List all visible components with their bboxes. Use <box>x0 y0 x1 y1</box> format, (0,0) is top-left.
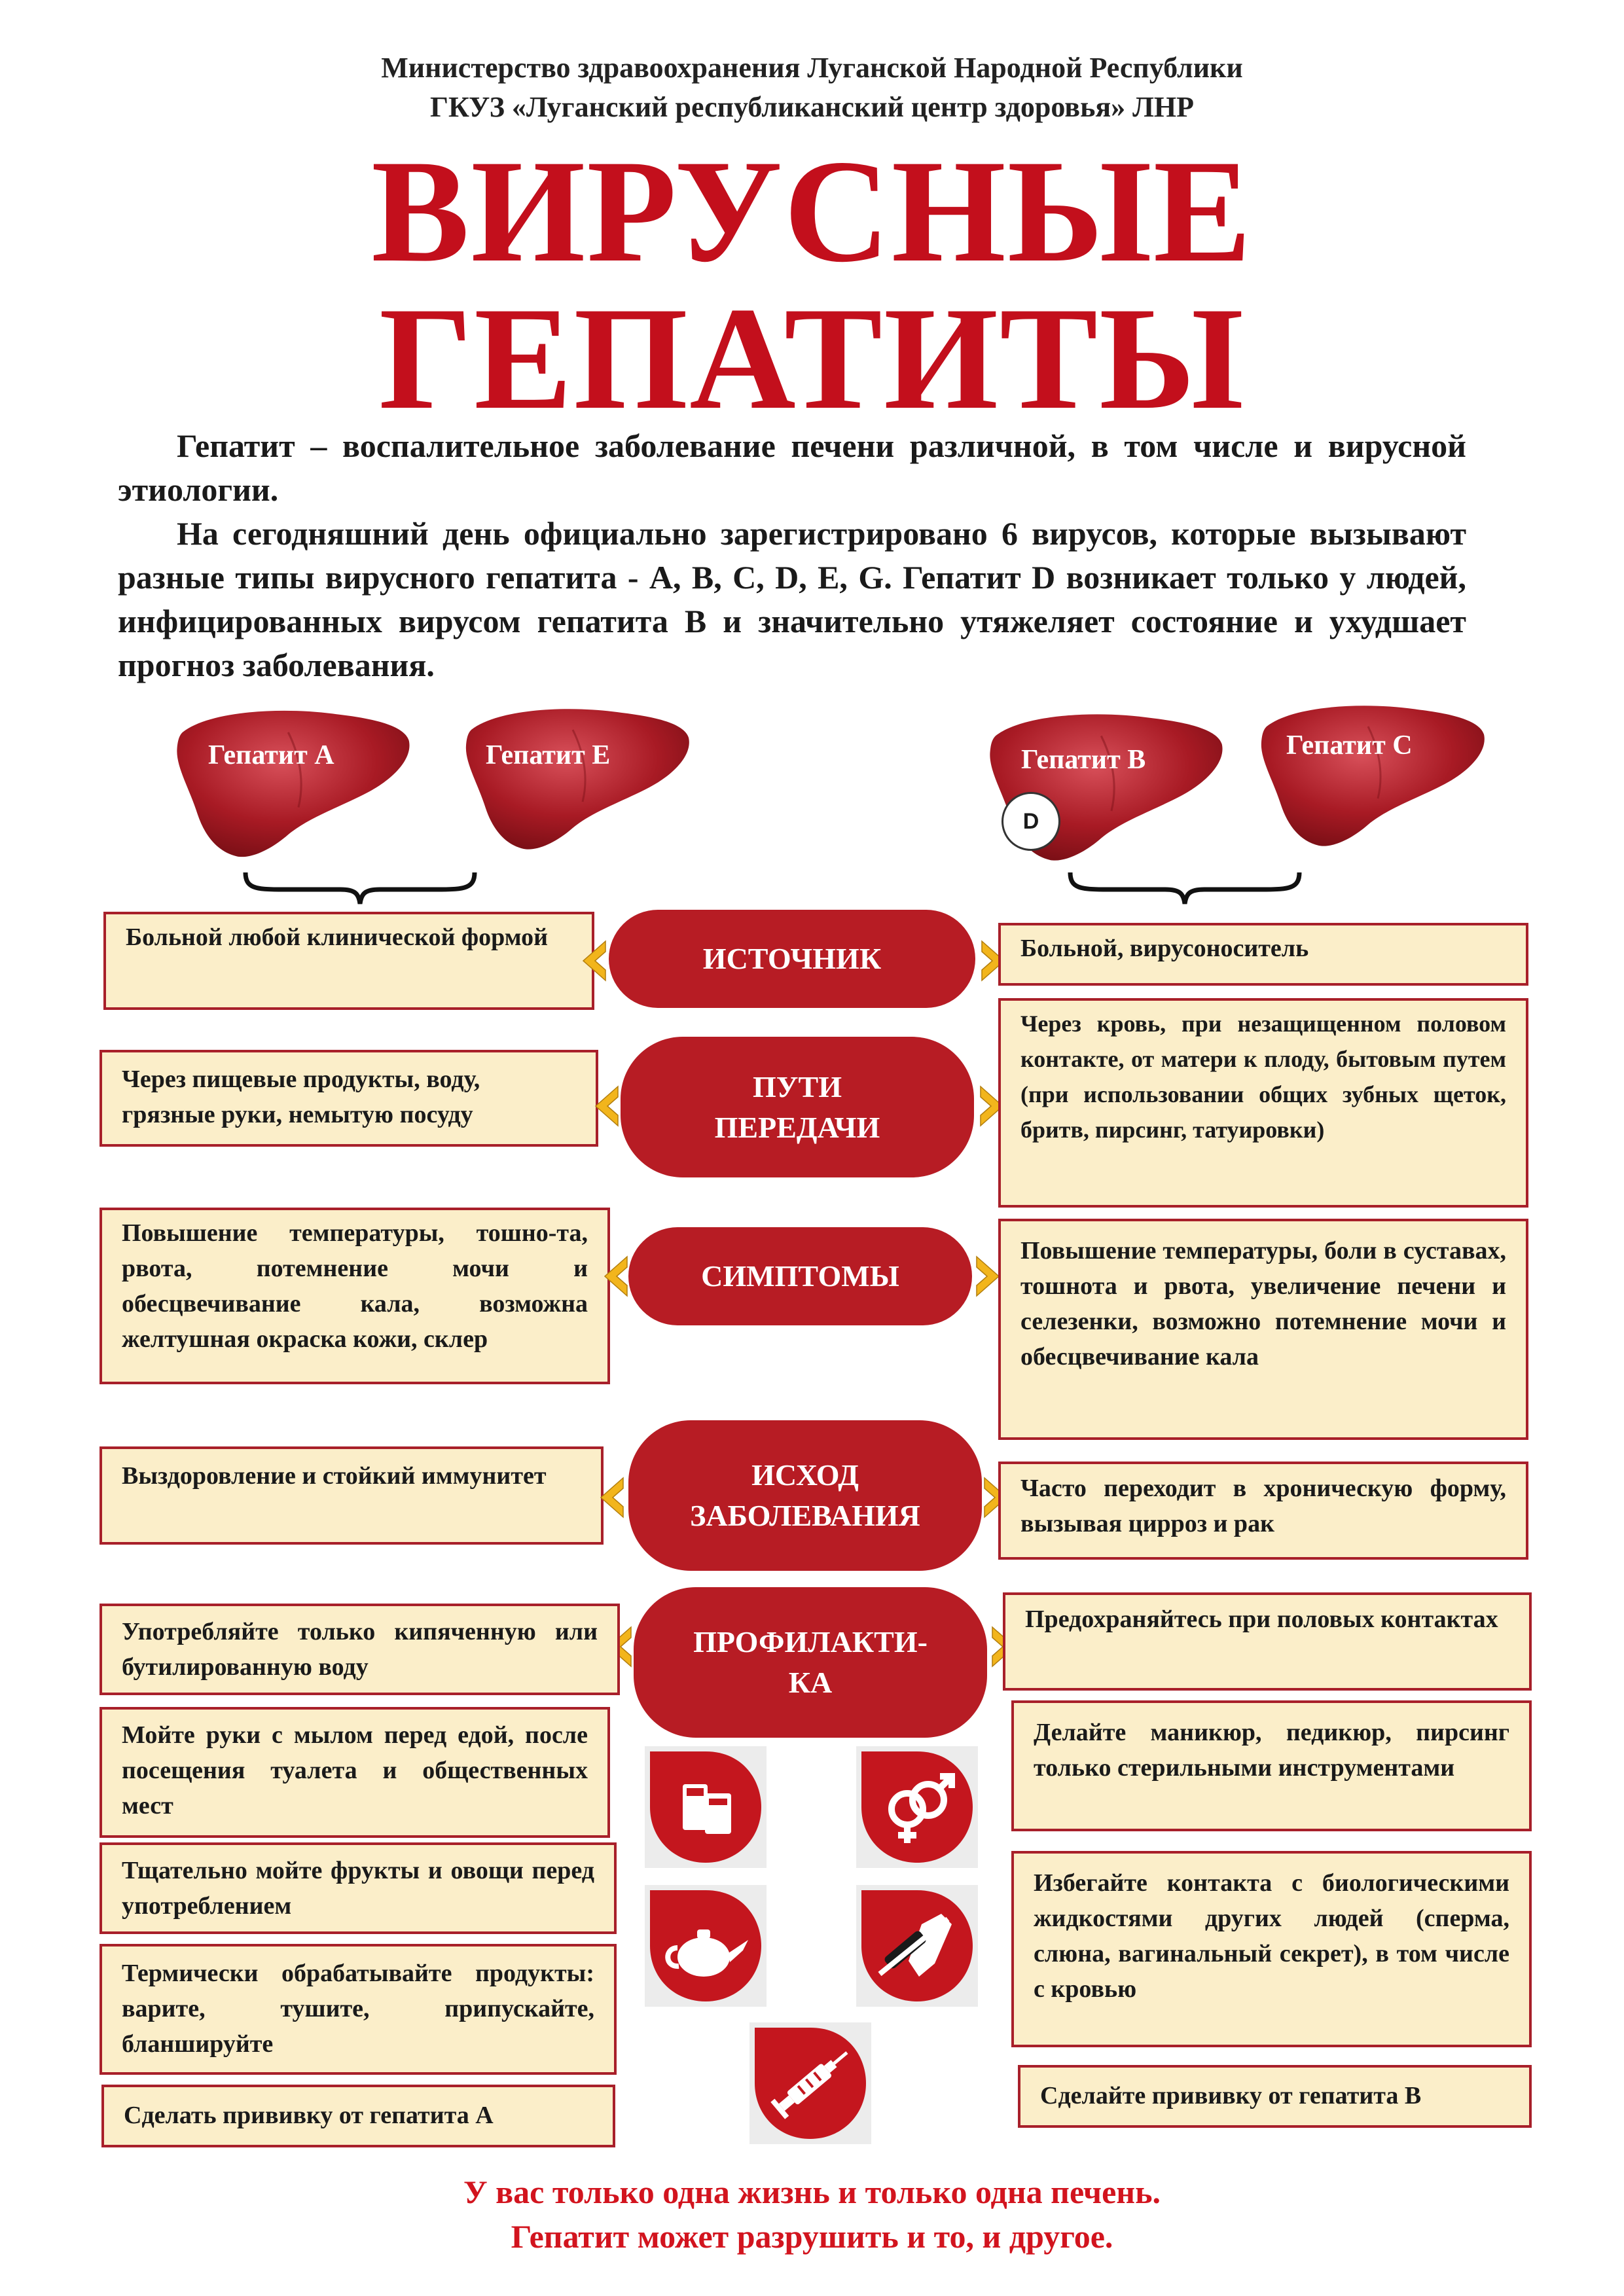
outcome-right-box: Часто переходит в хроническую форму, вызывая цирроз и рак <box>998 1462 1528 1560</box>
gender-symbols-icon <box>856 1746 978 1868</box>
transmission-right-box: Через кровь, при незащищенном половом контакте, от матери к плоду, бытовым путем (при использовании общих зубных щеток, бритв, пирсинг, татуировки) <box>998 998 1528 1208</box>
center-line: ГКУЗ «Луганский республиканский центр здоровья» ЛНР <box>429 91 1195 123</box>
intro-paragraph-1: Гепатит – воспалительное заболевание печени различной, в том числе и вирусной этиологии. <box>118 427 1466 508</box>
prevention-right-box-2: Делайте маникюр, педикюр, пирсинг только стерильными инструментами <box>1011 1700 1532 1831</box>
syringe-icon <box>749 2022 871 2144</box>
liver-icon <box>169 702 414 865</box>
title-line-1: ВИРУСНЫЕ <box>371 129 1253 293</box>
drinks-icon <box>645 1746 767 1868</box>
intro-paragraph-2: На сегодняшний день официально зарегистрировано 6 вирусов, которые вызывают разные типы вирусного гепатита - А, В, С, D, E, G. Гепатит D возникает только у людей, инфицированных вирусом гепатита В и значительно утяжеляет состояние и ухудшает прогноз заболевания. <box>118 515 1466 683</box>
no-razor-icon <box>856 1885 978 2007</box>
liver-label-c: Гепатит С <box>1286 730 1413 761</box>
teapot-icon <box>645 1885 767 2007</box>
title-line-2: ГЕПАТИТЫ <box>378 276 1246 440</box>
ministry-line: Министерство здравоохранения Луганской Народной Республики <box>381 52 1243 84</box>
outcome-pill <box>628 1420 982 1571</box>
footer-line-1: У вас только одна жизнь и только одна печень. <box>463 2174 1161 2210</box>
transmission-pill-label: ПУТИ ПЕРЕДАЧИ <box>714 1069 880 1144</box>
symptoms-left-box: Повышение температуры, тошно-та, рвота, потемнение мочи и обесцвечивание кала, возможна желтушная окраска кожи, склер <box>99 1208 610 1384</box>
chevron-left-icon <box>601 1255 630 1297</box>
chevron-left-icon <box>579 940 608 982</box>
prevention-right-box-3: Избегайте контакта с биологическими жидкостями других людей (сперма, слюна, вагинальный секрет), в том числе с кровью <box>1011 1851 1532 2047</box>
source-pill <box>609 910 975 1008</box>
transmission-pill <box>621 1037 974 1177</box>
prevention-left-box-5: Сделать прививку от гепатита А <box>101 2085 615 2147</box>
chevron-left-icon <box>597 1477 626 1518</box>
prevention-left-box-2: Мойте руки с мылом перед едой, после посещения туалета и общественных мест <box>99 1707 610 1838</box>
liver-hepatitis-e <box>458 694 694 864</box>
chevron-left-icon <box>592 1085 621 1127</box>
source-right-box: Больной, вирусоноситель <box>998 923 1528 986</box>
prevention-left-box-4: Термически обрабатывайте продукты: варите, тушите, припускайте, бланшируйте <box>99 1944 617 2075</box>
liver-label-a: Гепатит А <box>208 740 334 770</box>
prevention-left-box-3: Тщательно мойте фрукты и овощи перед употреблением <box>99 1842 617 1934</box>
liver-label-b: Гепатит В <box>1021 745 1146 775</box>
prevention-left-box-1: Употребляйте только кипяченную или бутилированную воду <box>99 1604 620 1695</box>
symptoms-pill <box>628 1227 972 1325</box>
transmission-left-box: Через пищевые продукты, воду, грязные руки, немытую посуду <box>99 1050 598 1147</box>
prevention-pill-label: ПРОФИЛАКТИ- КА <box>693 1625 928 1699</box>
liver-icon <box>458 694 694 864</box>
liver-icon <box>1254 687 1489 864</box>
prevention-right-box-4: Сделайте прививку от гепатита В <box>1018 2065 1532 2128</box>
liver-hepatitis-a <box>169 702 414 865</box>
outcome-pill-label: ИСХОД ЗАБОЛЕВАНИЯ <box>690 1458 920 1532</box>
outcome-left-box: Выздоровление и стойкий иммунитет <box>99 1446 604 1545</box>
brace-left <box>242 867 478 906</box>
source-left-box: Больной любой клинической формой <box>103 912 594 1010</box>
symptoms-pill-label: СИМПТОМЫ <box>701 1259 899 1293</box>
liver-hepatitis-c <box>1254 687 1489 864</box>
source-pill-label: ИСТОЧНИК <box>702 942 882 975</box>
brace-right <box>1067 867 1303 906</box>
prevention-right-box-1: Предохраняйтесь при половых контактах <box>1003 1592 1532 1691</box>
footer-line-2: Гепатит может разрушить и то, и другое. <box>511 2218 1113 2255</box>
symptoms-right-box: Повышение температуры, боли в суставах, тошнота и рвота, увеличение печени и селезенки, возможно потемнение мочи и обесцвечивание кала <box>998 1219 1528 1440</box>
prevention-pill <box>634 1587 987 1738</box>
hepatitis-d-badge: D <box>1001 792 1060 851</box>
liver-label-e: Гепатит Е <box>486 740 611 770</box>
intro-text <box>118 424 1466 687</box>
